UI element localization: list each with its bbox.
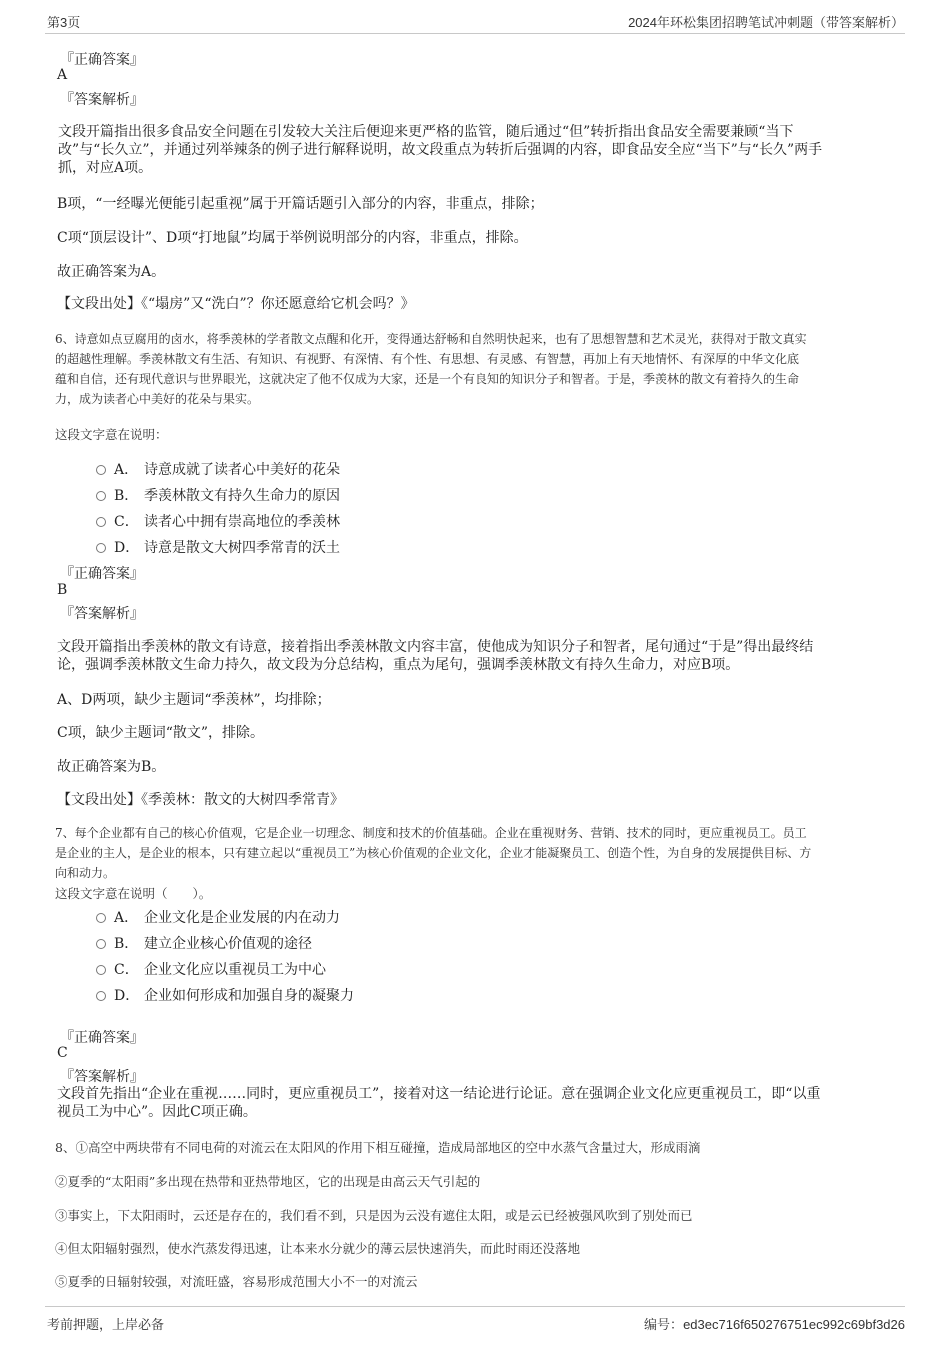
q6-answer: B [57,582,68,598]
q5-source: 【文段出处】《“塌房”又“洗白”？你还愿意给它机会吗？》 [57,296,415,312]
option-text: 诗意成就了读者心中美好的花朵 [144,462,340,478]
option-key: A． [114,462,139,478]
option-text: 季羡林散文有持久生命力的原因 [144,488,340,504]
q6-analysis-title: 『答案解析』 [60,606,144,622]
q7-analysis-line: 视员工为中心”。因此C项正确。 [57,1104,257,1120]
q7-option-d[interactable] [96,985,354,1005]
q6-analysis-line: 论，强调季羡林散文生命力持久，故文段为分总结构，重点为尾句，强调季羡林散文有持久生命力，对应B项。 [57,657,740,673]
q6-option-b[interactable] [96,485,340,505]
option-key: C． [114,962,139,978]
footer-rule [45,1306,905,1307]
footer-code [644,1314,905,1333]
radio-icon[interactable] [96,965,106,975]
q7-question: 这段文字意在说明（ ）。 [55,886,212,901]
option-key: C． [114,514,139,530]
q6-conclusion: 故正确答案为B。 [57,759,166,775]
option-text: 企业文化是企业发展的内在动力 [144,910,340,926]
q7-stem-line: 7、每个企业都有自己的核心价值观，它是企业一切理念、制度和技术的价值基础。企业在重视财务、营销、技术的同时，更应重视员工。员工 [55,826,807,840]
q8-item-5: ⑤夏季的日辐射较强，对流旺盛，容易形成范围大小不一的对流云 [55,1274,418,1289]
option-key: D． [114,988,140,1004]
footer-code-value: ed3ec716f650276751ec992c69bf3d26 [683,1317,905,1332]
q5-answer-title: 『正确答案』 [60,52,144,68]
header-rule [45,33,905,34]
q7-stem [55,823,811,883]
q7-analysis [57,1085,820,1121]
q6-answer-title: 『正确答案』 [60,566,144,582]
footer-slogan: 考前押题，上岸必备 [47,1317,165,1332]
radio-icon[interactable] [96,465,106,475]
q5-cd-item: C项“顶层设计”、D项“打地鼠”均属于举例说明部分的内容，非重点，排除。 [57,230,528,246]
q8-item-1: 8、①高空中两块带有不同电荷的对流云在太阳风的作用下相互碰撞，造成局部地区的空中水蒸气含量过大，形成雨滴 [55,1140,701,1155]
q7-option-b[interactable] [96,933,312,953]
q6-option-a[interactable] [96,459,340,479]
document-title: 2024年环松集团招聘笔试冲刺题（带答案解析） [628,15,904,30]
q5-analysis [58,123,822,177]
q5-analysis-line: 抓，对应A项。 [58,160,153,176]
q7-analysis-title: 『答案解析』 [60,1069,144,1085]
q5-analysis-title: 『答案解析』 [60,92,144,108]
q8-item-4: ④但太阳辐射强烈，使水汽蒸发得迅速，让本来水分就少的薄云层快速消失，而此时雨还没落地 [55,1241,581,1256]
q7-stem-line: 向和动力。 [55,866,116,880]
q6-analysis [57,638,813,674]
q8-item-2: ②夏季的“太阳雨”多出现在热带和亚热带地区，它的出现是由高云天气引起的 [55,1174,481,1189]
radio-icon[interactable] [96,991,106,1001]
option-key: B． [114,488,139,504]
q5-answer: A [57,67,68,83]
q6-c-item: C项，缺少主题词“散文”，排除。 [57,725,265,741]
q6-stem-line: 的超越性理解。季羡林散文有生活、有知识、有视野、有深情、有个性、有思想、有灵感、有智慧，再加上有天地情怀、有深厚的中华文化底 [55,352,800,366]
q6-stem-line: 蕴和自信，还有现代意识与世界眼光，这就决定了他不仅成为大家，还是一个有良知的知识分子和智者。于是，季羡林的散文有着持久的生命 [55,372,800,386]
q7-answer-title: 『正确答案』 [60,1030,144,1046]
option-text: 企业如何形成和加强自身的凝聚力 [144,988,354,1004]
option-text: 建立企业核心价值观的途径 [144,936,312,952]
option-text: 诗意是散文大树四季常青的沃土 [144,540,340,556]
q6-stem-line: 力，成为读者心中美好的花朵与果实。 [55,392,260,406]
radio-icon[interactable] [96,543,106,553]
q7-analysis-line: 文段首先指出“企业在重视……同时，更应重视员工”，接着对这一结论进行论证。意在强调企业文化应更重视员工，即“以重 [57,1086,821,1102]
q5-b-item: B项，“一经曝光便能引起重视”属于开篇话题引入部分的内容，非重点，排除； [57,196,544,212]
q6-analysis-line: 文段开篇指出季羡林的散文有诗意，接着指出季羡林散文内容丰富，使他成为知识分子和智者，尾句通过“于是”得出最终结 [57,639,814,655]
q6-stem-line: 6、诗意如点豆腐用的卤水，将季羡林的学者散文点醒和化开，变得通达舒畅和自然明快起来，也有了思想智慧和艺术灵光，获得对于散文真实 [55,332,807,346]
footer-code-label: 编号： [644,1317,684,1332]
q7-stem-line: 是企业的主人，是企业的根本，只有建立起以“重视员工”为核心价值观的企业文化，企业才能凝聚员工、创造个性，为自身的发展提供目标、方 [55,846,812,860]
q6-ad-item: A、D两项，缺少主题词“季羡林”，均排除； [57,692,331,708]
q6-stem [55,329,807,409]
radio-icon[interactable] [96,517,106,527]
q5-analysis-line: 改”与“长久立”，并通过列举辣条的例子进行解释说明，故文段重点为转折后强调的内容，即食品安全应“当下”与“长久”两手 [58,142,823,158]
q7-answer: C [57,1045,68,1061]
radio-icon[interactable] [96,939,106,949]
option-key: B． [114,936,139,952]
q5-conclusion: 故正确答案为A。 [57,264,166,280]
q6-option-d[interactable] [96,537,340,557]
q6-option-c[interactable] [96,511,340,531]
q7-option-a[interactable] [96,907,340,927]
q5-analysis-line: 文段开篇指出很多食品安全问题在引发较大关注后便迎来更严格的监管，随后通过“但”转折指出食品安全需要兼顾“当下 [58,124,794,140]
radio-icon[interactable] [96,913,106,923]
option-text: 企业文化应以重视员工为中心 [144,962,326,978]
q7-option-c[interactable] [96,959,326,979]
radio-icon[interactable] [96,491,106,501]
option-text: 读者心中拥有崇高地位的季羡林 [144,514,340,530]
page-number: 第3页 [47,15,81,30]
option-key: A． [114,910,139,926]
q6-question: 这段文字意在说明： [55,427,168,442]
q8-item-3: ③事实上，下太阳雨时，云还是存在的，我们看不到，只是因为云没有遮住太阳，或是云已经被强风吹到了别处而已 [55,1208,693,1223]
q6-source: 【文段出处】《季羡林：散文的大树四季常青》 [57,792,344,808]
option-key: D． [114,540,140,556]
